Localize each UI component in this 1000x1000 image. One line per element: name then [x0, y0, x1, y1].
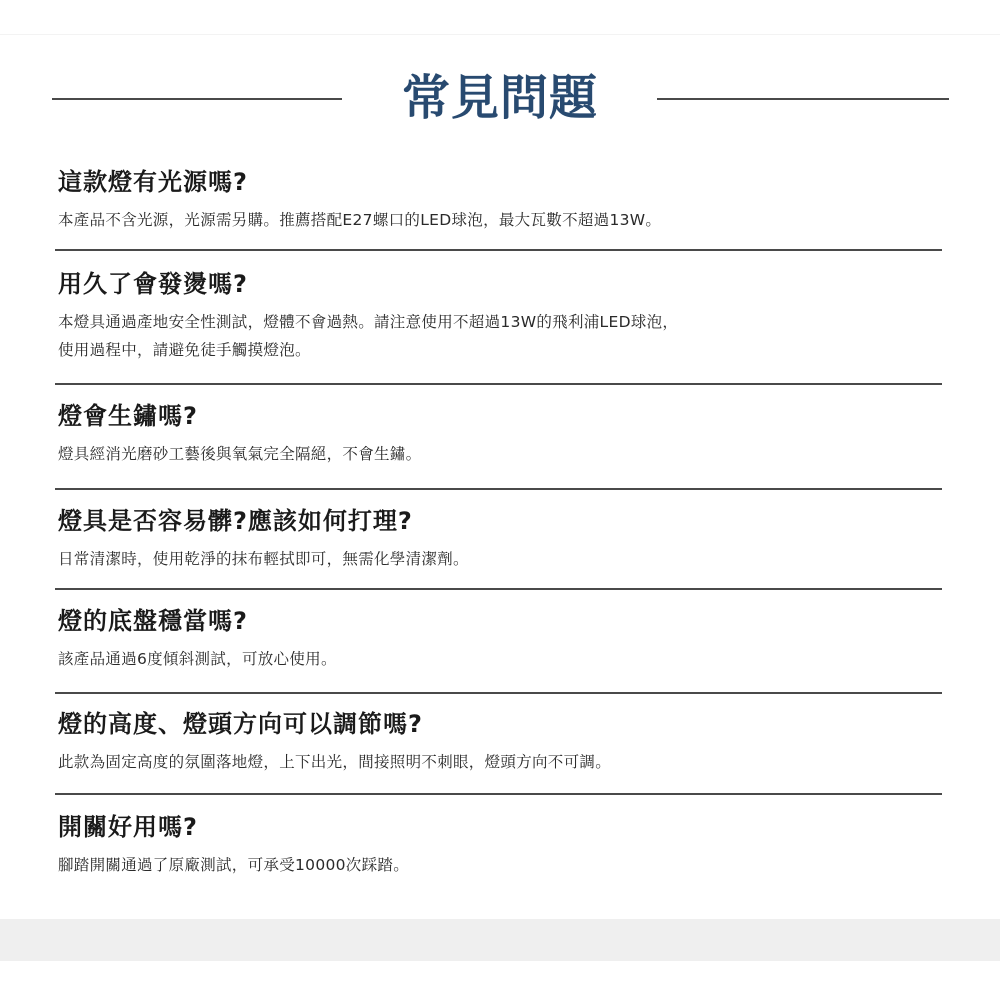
faq-question: 開關好用嗎?: [58, 813, 198, 841]
faq-question: 燈會生鏽嗎?: [58, 402, 198, 430]
faq-answer-line: 該產品通過6度傾斜測試，可放心使用。: [58, 650, 337, 668]
faq-item-rust: [58, 400, 942, 468]
faq-answer-line: 日常清潔時，使用乾淨的抹布輕拭即可，無需化學清潔劑。: [58, 550, 469, 568]
faq-question: 用久了會發燙嗎?: [58, 270, 248, 298]
faq-question: 這款燈有光源嗎?: [58, 168, 248, 196]
section-header: [0, 62, 1000, 134]
faq-answer: [58, 206, 942, 234]
divider: [55, 383, 942, 385]
faq-answer: [58, 545, 942, 573]
faq-answer: [58, 645, 942, 673]
faq-item-cleaning: [58, 505, 942, 573]
faq-answer-line: 此款為固定高度的氛圍落地燈，上下出光，間接照明不刺眼，燈頭方向不可調。: [58, 753, 612, 771]
divider: [55, 488, 942, 490]
faq-item-switch: [58, 811, 942, 879]
divider: [55, 249, 942, 251]
faq-question: 燈的底盤穩當嗎?: [58, 607, 248, 635]
faq-answer: [58, 748, 942, 776]
faq-answer: [58, 440, 942, 468]
faq-answer: [58, 308, 942, 364]
faq-item-adjustability: [58, 708, 942, 776]
faq-item-light-source: [58, 166, 942, 234]
faq-answer-line: 本燈具通過產地安全性測試，燈體不會過熱。請注意使用不超過13W的飛利浦LED球泡，: [58, 313, 679, 331]
title-line-right: [657, 98, 949, 100]
faq-answer-line: 使用過程中，請避免徒手觸摸燈泡。: [58, 341, 311, 359]
divider: [55, 793, 942, 795]
faq-answer: [58, 851, 942, 879]
faq-item-heat: [58, 268, 942, 364]
faq-question: 燈具是否容易髒?應該如何打理?: [58, 507, 413, 535]
page-title: 常見問題: [401, 70, 598, 126]
faq-question: 燈的高度、燈頭方向可以調節嗎?: [58, 710, 423, 738]
faq-item-base-stability: [58, 605, 942, 673]
faq-answer-line: 本產品不含光源，光源需另購。推薦搭配E27螺口的LED球泡，最大瓦數不超過13W。: [58, 211, 662, 229]
faq-answer-line: 腳踏開關通過了原廠測試，可承受10000次踩踏。: [58, 856, 410, 874]
faq-answer-line: 燈具經消光磨砂工藝後與氧氣完全隔絕，不會生鏽。: [58, 445, 422, 463]
top-strip: [0, 0, 1000, 35]
bottom-band: [0, 919, 1000, 961]
divider: [55, 588, 942, 590]
divider: [55, 692, 942, 694]
